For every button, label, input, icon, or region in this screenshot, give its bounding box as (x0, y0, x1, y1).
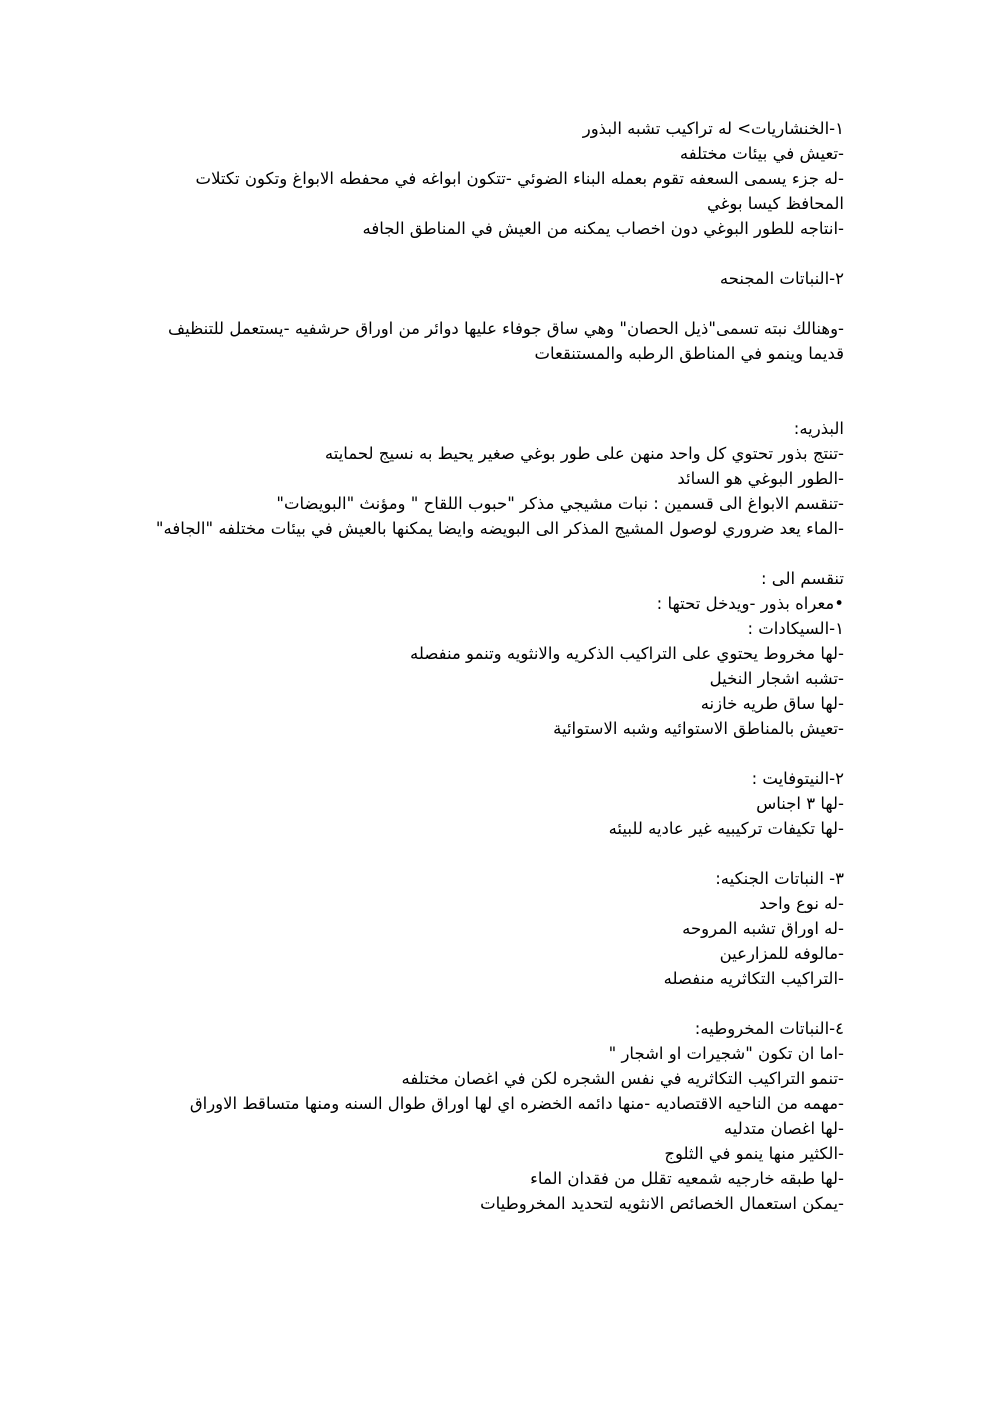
section-title-winged-plants: ٢-النباتات المجنحه (719, 269, 844, 288)
bullet-item: •معراه بذور -ويدخل تحتها : (656, 594, 844, 613)
section-title-horsetails: ١-الخنشاريات> له تراكيب تشبه البذور (582, 119, 844, 138)
text-line: -مهمه من الناحيه الاقتصاديه -منها دائمه الخضره اي لها اوراق طوال السنه ومنها متساقط الاوراق (189, 1094, 844, 1113)
section-title-conifers: ٤-النباتات المخروطيه: (694, 1019, 844, 1038)
section-title-division: تنقسم الى : (760, 569, 844, 588)
text-line: -لها اغصان متدليه (723, 1119, 844, 1138)
text-line: -له نوع واحد (759, 894, 844, 913)
text-line: -تعيش بالمناطق الاستوائيه وشبه الاستوائية (553, 719, 844, 738)
section-title-seed-plants: البذريه: (793, 419, 844, 438)
text-line: -له جزء يسمى السعفه تقوم بعمله البناء الضوئي -تتكون ابواغه في محفطه الابواغ وتكون تكتلات المحافظ كيسا بوغي (195, 169, 844, 213)
document-body (154, 116, 844, 1216)
text-line: -تنقسم الابواغ الى قسمين : نبات مشيجي مذكر "حبوب اللقاح " ومؤنث "البويضات" (276, 494, 844, 513)
text-line: -الماء يعد ضروري لوصول المشيج المذكر الى البويضه وايضا يمكنها بالعيش في بيئات مختلفه "الجافه" (155, 519, 844, 538)
section-title-gnetophytes: ٢-النيتوفايت : (751, 769, 844, 788)
text-line: -مالوفه للمزارعين (719, 944, 844, 963)
text-line: -لها ٣ اجناس (756, 794, 844, 813)
text-line: -لها تكيفات تركيبيه غير عاديه للبيئه (608, 819, 844, 838)
text-line: -تنمو التراكيب التكاثريه في نفس الشجره لكن في اغصان مختلفه (401, 1069, 844, 1088)
text-line: -اما ان تكون "شجيرات او اشجار " (608, 1044, 844, 1063)
text-line: -لها طبقه خارجيه شمعيه تقلل من فقدان الماء (530, 1169, 844, 1188)
text-line: -الكثير منها ينمو في الثلوج (664, 1144, 844, 1163)
text-line: -لها مخروط يحتوي على التراكيب الذكريه والانثويه وتنمو منفصله (410, 644, 844, 663)
section-title-ginkgo: ٣- النباتات الجنكيه: (715, 869, 844, 888)
text-line: -وهنالك نبته تسمى"ذيل الحصان" وهي ساق جوفاء عليها دوائر من اوراق حرشفيه -يستعمل للتنظيف قديما وينمو في المناطق الرطبه والمستنقعات (168, 319, 844, 363)
text-line: -لها ساق طريه خازنه (700, 694, 844, 713)
text-line: -التراكيب التكاثريه منفصله (663, 969, 844, 988)
text-line: -انتاجه للطور البوغي دون اخصاب يمكنه من العيش في المناطق الجافه (362, 219, 844, 238)
text-line: -تشبه اشجار النخيل (709, 669, 844, 688)
text-line: -له اوراق تشبه المروحه (682, 919, 844, 938)
text-line: -يمكن استعمال الخصائص الانثويه لتحديد المخروطيات (480, 1194, 844, 1213)
text-line: -تنتج بذور تحتوي كل واحد منهن على طور بوغي صغير يحيط به نسيج لحمايته (324, 444, 844, 463)
text-line: -الطور البوغي هو السائد (677, 469, 844, 488)
text-line: -تعيش في بيئات مختلفه (679, 144, 844, 163)
section-title-cycads: ١-السيكادات : (747, 619, 844, 638)
